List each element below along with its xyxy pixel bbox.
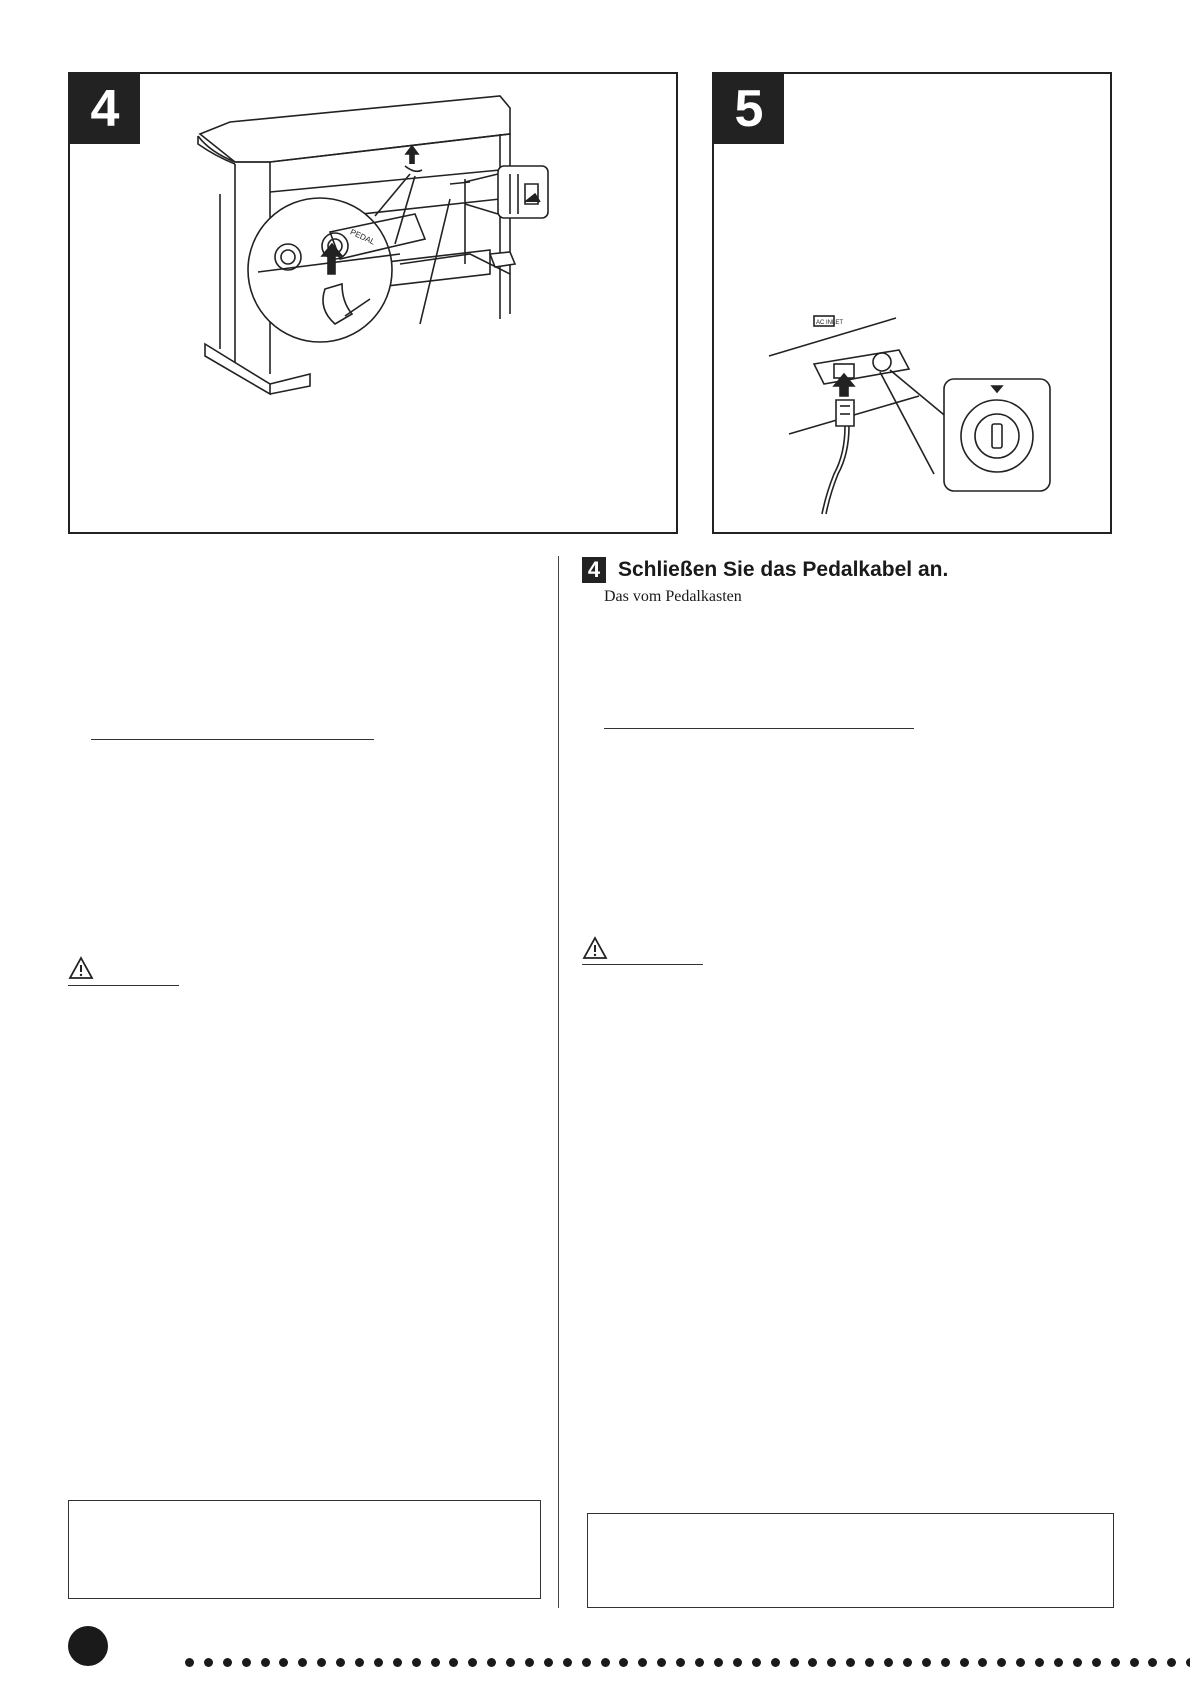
page-number-circle (68, 1626, 108, 1666)
right-note-box (587, 1513, 1114, 1608)
left-warning (68, 956, 94, 985)
footer-dot (393, 1658, 402, 1667)
footer-dot (846, 1658, 855, 1667)
footer-dot (695, 1658, 704, 1667)
figure-4-box (68, 72, 678, 534)
footer-dot (733, 1658, 742, 1667)
footer-dot (506, 1658, 515, 1667)
footer-dot (752, 1658, 761, 1667)
footer-dot (1167, 1658, 1176, 1667)
footer-dot (223, 1658, 232, 1667)
step-heading (582, 557, 948, 583)
footer-dot (185, 1658, 194, 1667)
footer-dot (1148, 1658, 1157, 1667)
footer-dot (279, 1658, 288, 1667)
right-warning (582, 936, 608, 965)
footer-dot (941, 1658, 950, 1667)
footer-dot (261, 1658, 270, 1667)
footer-dot (317, 1658, 326, 1667)
footer-dot (960, 1658, 969, 1667)
footer-dot (355, 1658, 364, 1667)
figure-5-number: 5 (714, 74, 784, 144)
footer-dot (978, 1658, 987, 1667)
right-warning-underline (582, 964, 703, 965)
footer-dot (1054, 1658, 1063, 1667)
right-rule (604, 728, 914, 729)
footer-dot (412, 1658, 421, 1667)
footer-dot (544, 1658, 553, 1667)
footer-dot (1035, 1658, 1044, 1667)
footer-dot (619, 1658, 628, 1667)
footer-dot (676, 1658, 685, 1667)
footer-dot (808, 1658, 817, 1667)
footer-dot (1092, 1658, 1101, 1667)
footer-dot (1016, 1658, 1025, 1667)
footer-dot (487, 1658, 496, 1667)
footer-dot (374, 1658, 383, 1667)
footer-dot (865, 1658, 874, 1667)
footer-dot (563, 1658, 572, 1667)
footer-dot (468, 1658, 477, 1667)
footer-dot (1073, 1658, 1082, 1667)
step-title: Schließen Sie das Pedalkabel an. (618, 558, 949, 581)
left-note-box (68, 1500, 541, 1599)
footer-dot (242, 1658, 251, 1667)
footer-dot (903, 1658, 912, 1667)
footer-dot (922, 1658, 931, 1667)
footer-dot (790, 1658, 799, 1667)
ac-inlet-label: AC INLET (816, 320, 844, 326)
footer-dot (714, 1658, 723, 1667)
warning-triangle-icon (68, 956, 94, 980)
footer-dot (582, 1658, 591, 1667)
footer-dot (657, 1658, 666, 1667)
footer-dot (1111, 1658, 1120, 1667)
step-text: Das vom Pedalkasten (604, 588, 742, 605)
footer-dot (601, 1658, 610, 1667)
warning-triangle-icon (582, 936, 608, 960)
step-number-badge: 4 (582, 557, 606, 583)
footer-dot (431, 1658, 440, 1667)
footer-dot (1130, 1658, 1139, 1667)
footer-dot (525, 1658, 534, 1667)
left-rule (91, 739, 374, 740)
footer-dot (884, 1658, 893, 1667)
footer-dot (827, 1658, 836, 1667)
piano-pedal-cable-illustration (70, 74, 676, 532)
footer-dot-line (185, 1658, 1190, 1667)
column-divider (558, 556, 559, 1608)
footer-dot (336, 1658, 345, 1667)
pedal-connector-label: PEDAL (348, 227, 377, 247)
footer-dot (204, 1658, 213, 1667)
left-warning-underline (68, 985, 179, 986)
footer-dot (771, 1658, 780, 1667)
figure-4-number: 4 (70, 74, 140, 144)
footer-dot (449, 1658, 458, 1667)
figure-5-box (712, 72, 1112, 534)
footer-dot (997, 1658, 1006, 1667)
footer-dot (298, 1658, 307, 1667)
footer-dot (1186, 1658, 1190, 1667)
ac-inlet-illustration (714, 74, 1110, 532)
footer-dot (638, 1658, 647, 1667)
